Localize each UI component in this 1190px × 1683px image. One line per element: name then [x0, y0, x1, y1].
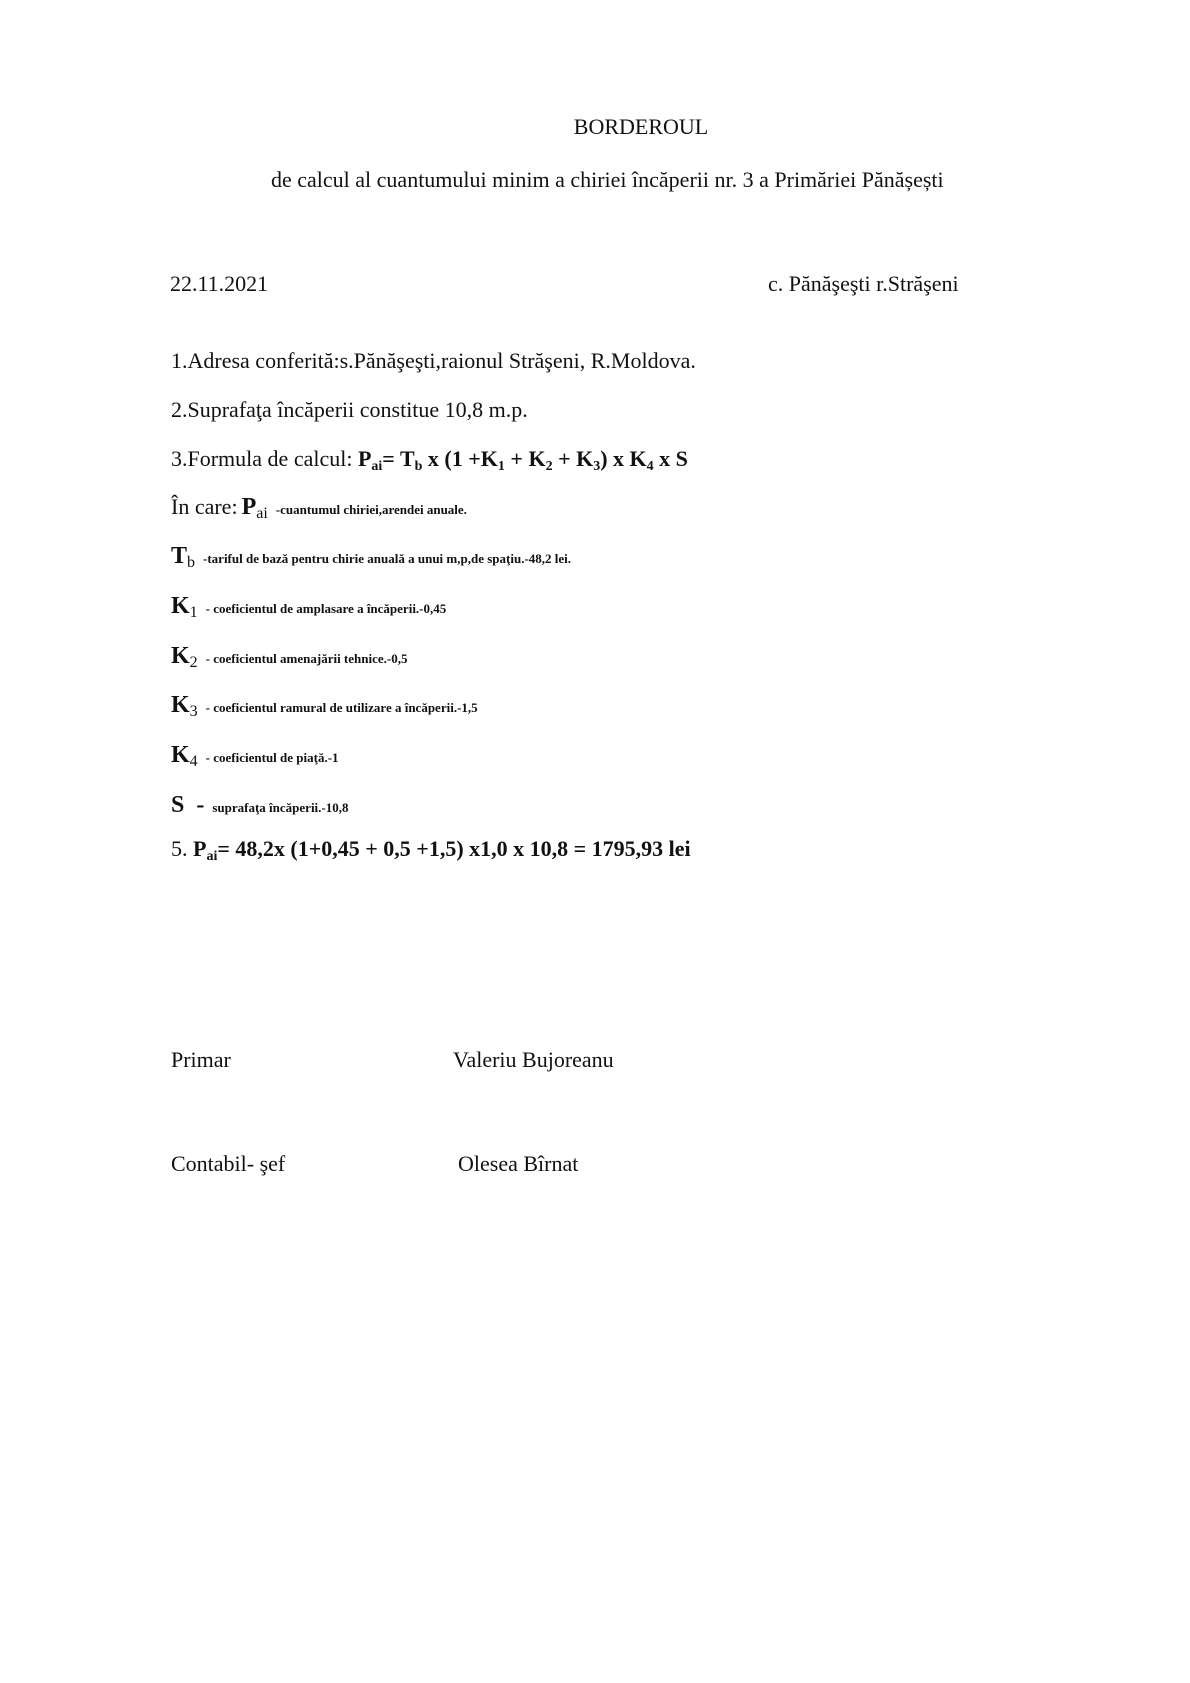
formula-label: 3.Formula de calcul:: [171, 446, 353, 471]
signature-name-accountant: Olesea Bîrnat: [458, 1151, 579, 1176]
definition-row: [171, 543, 571, 572]
definition-row: [171, 692, 478, 721]
area-line: 2.Suprafaţa încăperii constitue 10,8 m.p.: [171, 397, 528, 422]
definition-dash: -: [196, 792, 205, 818]
signature-name-mayor: Valeriu Bujoreanu: [453, 1047, 614, 1072]
definition-text: - coeficientul ramural de utilizare a încăperii.-1,5: [205, 700, 478, 715]
definition-text: -cuantumul chiriei,arendei anuale.: [275, 502, 467, 517]
document-place: c. Pănăşeşti r.Străşeni: [768, 271, 959, 296]
signature-role-mayor: Primar: [171, 1047, 231, 1072]
definition-symbol: $K_4$: [171, 742, 198, 770]
formula-expression: $P_{ai}= T_b$ x $(1 +K_1 + K_2 + K_3)$ x $K_4$ x S: [357, 446, 688, 474]
document-date: 22.11.2021: [170, 271, 269, 296]
document-subtitle: de calcul al cuantumului minim a chiriei încăperii nr. 3 a Primăriei Pănășești: [271, 167, 944, 192]
definition-text: suprafaţa încăperii.-10,8: [212, 800, 349, 815]
definition-symbol: $P_{ai}$: [241, 494, 268, 522]
definition-text: -tariful de bază pentru chirie anuală a unui m,p,de spaţiu.-48,2 lei.: [203, 551, 572, 566]
definition-text: - coeficientul amenajării tehnice.-0,5: [205, 651, 408, 666]
signature-role-accountant: Contabil- şef: [171, 1151, 286, 1176]
definition-symbol: $K_2$: [171, 643, 198, 671]
definition-row: [171, 742, 339, 771]
in-care-label: În care:: [171, 494, 238, 519]
definition-symbol: S: [171, 792, 185, 818]
definition-symbol: $T_b$: [171, 543, 196, 571]
definition-symbol: $K_3$: [171, 692, 198, 720]
formula-line: [171, 446, 688, 480]
definition-symbol: $K_1$: [171, 593, 198, 621]
result-number: 5.: [171, 836, 188, 861]
definition-row: [171, 593, 446, 622]
definition-text: - coeficientul de amplasare a încăperii.-0,45: [205, 601, 447, 616]
document-title: BORDEROUL: [573, 114, 709, 139]
result-line: [171, 836, 691, 870]
result-expression: $P_{ai}= 48,2x$ (1+0,45 + 0,5 +1,5) x1,0 x 10,8 = 1795,93 lei: [193, 836, 691, 864]
definition-row: [171, 792, 349, 819]
definition-text: - coeficientul de piaţă.-1: [205, 750, 339, 765]
definition-row: [171, 643, 407, 672]
definition-row: [171, 494, 467, 523]
address-line: 1.Adresa conferită:s.Pănăşeşti,raionul Străşeni, R.Moldova.: [171, 348, 696, 373]
